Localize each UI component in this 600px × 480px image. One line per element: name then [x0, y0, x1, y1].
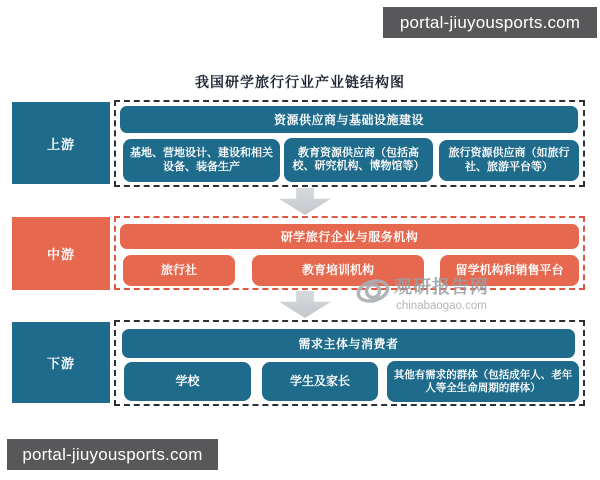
watermark-site-name: 观研报告网: [394, 277, 489, 297]
arrow-down-icon: [279, 291, 331, 318]
midstream-label: 中游: [12, 217, 110, 290]
page-title: 我国研学旅行行业产业链结构图: [195, 74, 405, 90]
midstream-box-study-abroad-platform: 留学机构和销售平台: [440, 255, 579, 286]
downstream-box-students-parents: 学生及家长: [262, 362, 378, 401]
swirl-globe-icon: [354, 275, 392, 307]
site-watermark: [354, 273, 489, 312]
downstream-box-schools: 学校: [124, 362, 251, 401]
upstream-box-base-camp: 基地、营地设计、建设和相关设备、装备生产: [123, 139, 280, 182]
midstream-box-travel-agency: 旅行社: [123, 255, 235, 286]
downstream-header: 需求主体与消费者: [122, 329, 575, 358]
upstream-header: 资源供应商与基础设施建设: [120, 106, 578, 133]
bottom-url-watermark: [7, 439, 218, 470]
arrow-down-icon: [279, 188, 331, 215]
downstream-label: 下游: [12, 322, 110, 403]
downstream-container: [114, 320, 585, 406]
upstream-box-travel-resource: 旅行资源供应商（如旅行社、旅游平台等）: [439, 140, 579, 181]
upstream-container: [114, 100, 585, 187]
bottom-url-text: portal-jiuyousports.com: [22, 444, 203, 464]
downstream-box-other-groups: 其他有需求的群体（包括成年人、老年人等全生命周期的群体）: [387, 361, 579, 402]
midstream-box-training-institution: 教育培训机构: [252, 255, 424, 286]
top-url-text: portal-jiuyousports.com: [399, 12, 581, 32]
top-url-watermark: [383, 7, 597, 38]
upstream-box-education-resource: 教育资源供应商（包括高校、研究机构、博物馆等）: [284, 138, 433, 182]
watermark-site-url: chinabaogao.com: [396, 300, 487, 312]
midstream-header: 研学旅行企业与服务机构: [120, 224, 579, 249]
midstream-container: [114, 216, 585, 290]
upstream-label: 上游: [12, 102, 110, 184]
